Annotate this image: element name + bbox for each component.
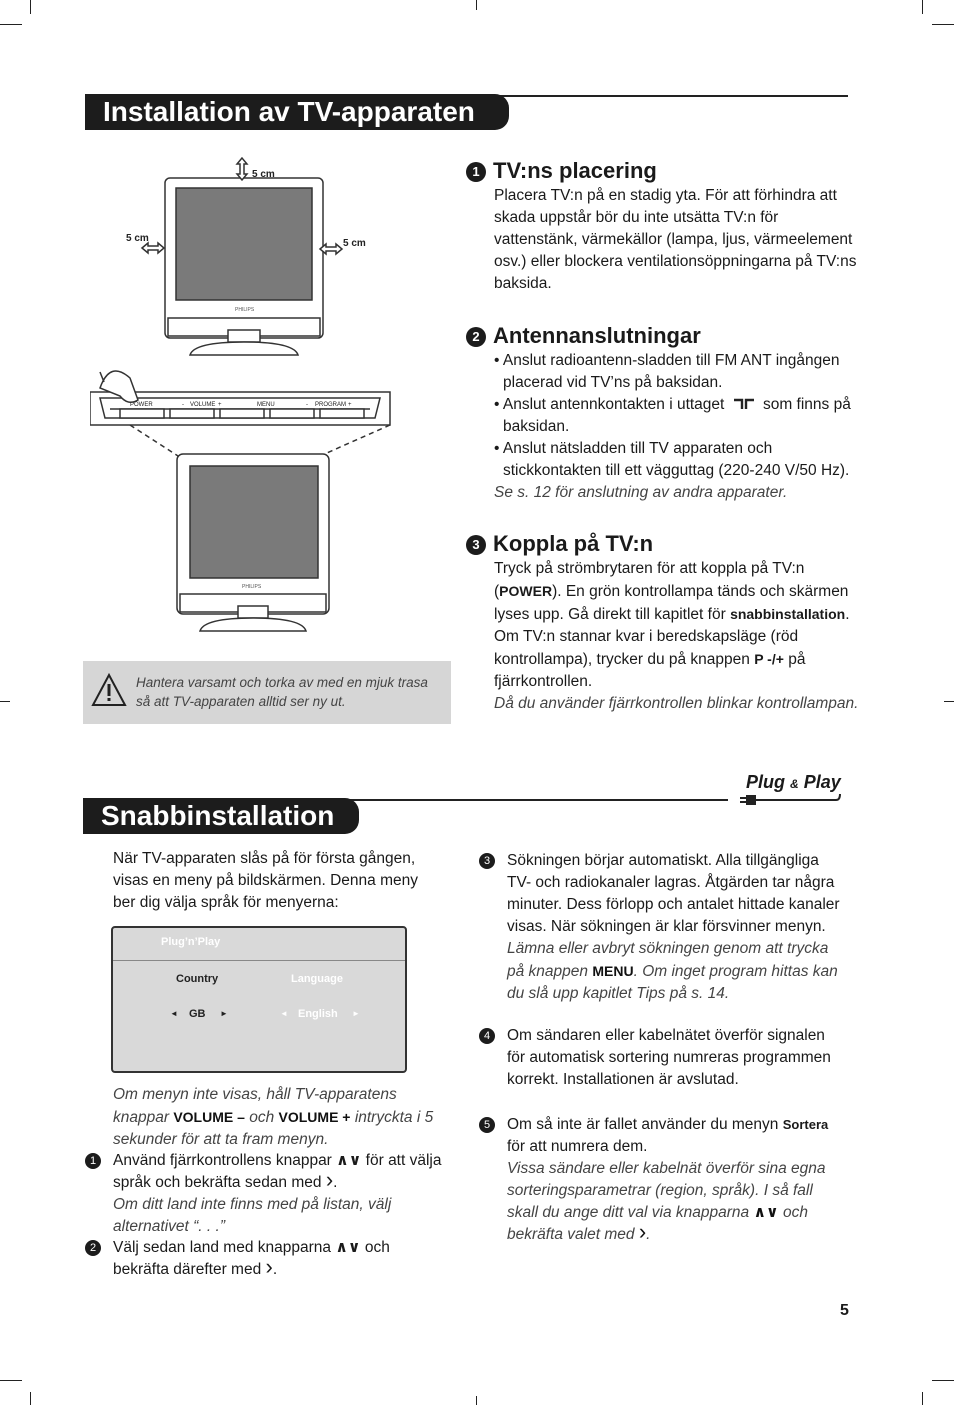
power-text: Tryck på strömbrytaren för att koppla på TV:n (POWER). En grön kontrollampa tänds och skärmen lyses upp. Gå direkt till kapitlet för snabbinstallation. Om TV:n stannar kvar i beredskapsläge (röd kontrollampa), trycker du på knappen P -/+ på fjärrkontrollen. Då du använder fjärrkontrollen blinkar kontrollampan. xyxy=(494,558,864,715)
section-title: Installation av TV-apparaten xyxy=(85,94,509,130)
up-down-icon: ∧∨ xyxy=(335,1239,361,1256)
panel-program-label: PROGRAM xyxy=(315,402,347,408)
plug-and-play-logo: Plug & Play xyxy=(740,772,850,808)
placement-heading: 1 TV:ns placering xyxy=(466,158,657,184)
step3-block: 3 Sökningen börjar automatiskt. Alla tillgängliga TV- och radiokanaler lagras. Åtgärden tar några minuter. Dess förlopp och antalet hittade kanaler visas. När sökningen är klar försvinner menyn. Lämna eller avbryt sökningen genom att trycka på knappen MENU. Om inget program hittas kan du slå upp kapitlet Tips på s. 14. xyxy=(479,850,847,1005)
warning-text-line2: så att TV-apparaten alltid ser ny ut. xyxy=(136,694,346,709)
language-right-arrow[interactable]: ► xyxy=(352,1009,360,1018)
dim-right-label: 5 cm xyxy=(343,238,366,249)
step2-block: 2 Välj sedan land med knapparna ∧∨ och bekräfta därefter med ›. xyxy=(85,1237,449,1281)
menu-language-value: English xyxy=(298,1008,338,1020)
step4-block: 4 Om sändaren eller kabelnätet överför signalen för automatisk sortering numreras programmen korrekt. Installationen är avslutad. xyxy=(479,1025,847,1091)
step1-block: 1 Använd fjärrkontrollens knappar ∧∨ för att välja språk och bekräfta sedan med ›. Om ditt land inte finns med på listan, välj alternativet “. . .” xyxy=(85,1150,449,1238)
step-number-5: 5 xyxy=(479,1117,495,1133)
menu-country-value: GB xyxy=(189,1008,206,1020)
dim-left-label: 5 cm xyxy=(126,233,149,244)
country-right-arrow[interactable]: ► xyxy=(220,1009,228,1018)
step-number-3: 3 xyxy=(466,535,486,555)
section-title: Snabbinstallation xyxy=(83,798,359,834)
warning-text-line1: Hantera varsamt och torka av med en mjuk trasa xyxy=(136,675,428,690)
menu-country-label: Country xyxy=(176,973,219,985)
plug-icon xyxy=(740,792,844,808)
power-note: Då du använder fjärrkontrollen blinkar kontrollampan. xyxy=(494,695,859,712)
panel-volume-minus: - xyxy=(182,402,184,408)
antenna-socket-icon xyxy=(733,398,755,410)
step5-block: 5 Om så inte är fallet använder du menyn Sortera för att numrera dem. Vissa sändare eller kabelnät överför sina egna sorteringsparametrar (region, språk). I så fall skall du ange ditt val via knapparna ∧∨ och bekräfta valet med ›. xyxy=(479,1114,847,1246)
plugnplay-menu-screen xyxy=(111,926,407,1073)
quick-install-intro: När TV-apparaten slås på för första gången, visas en meny på bildskärmen. Denna meny ber dig välja språk för menyerna: xyxy=(113,850,418,911)
placement-text: Placera TV:n på en stadig yta. För att förhindra att skada uppstår bör du inte utsätta TV:n för vattenstänk, värmekällor (lampa, ljus, värmeelement osv.) eller blockera ventilationsöppningarna på TV:ns baksida. xyxy=(494,187,857,292)
antenna-text xyxy=(494,350,864,504)
tv-installation-illustration xyxy=(90,150,430,640)
step-number-3: 3 xyxy=(479,853,495,869)
panel-volume-plus: + xyxy=(218,402,222,408)
country-left-arrow[interactable]: ◄ xyxy=(170,1009,178,1018)
step-number-4: 4 xyxy=(479,1028,495,1044)
up-down-icon: ∧∨ xyxy=(336,1152,362,1169)
section-rule xyxy=(500,95,848,97)
step-number-2: 2 xyxy=(85,1240,101,1256)
panel-volume-label: VOLUME xyxy=(190,402,216,408)
brand-logo-bottom: PHILIPS xyxy=(242,584,262,590)
right-icon: › xyxy=(325,1167,334,1192)
step-number-2: 2 xyxy=(466,327,486,347)
warning-icon xyxy=(91,673,127,707)
antenna-bullet-fm: • Anslut radioantenn-sladden till FM ANT ingången placerad vid TV’ns på baksidan. xyxy=(494,352,840,391)
care-warning-box xyxy=(83,661,451,724)
menu-hint: Om menyn inte visas, håll TV-apparatens knappar VOLUME – och VOLUME + intryckta i 5 sekunder för att ta fram menyn. xyxy=(113,1086,434,1148)
panel-program-plus: + xyxy=(348,402,352,408)
dim-top-label: 5 cm xyxy=(252,169,275,180)
panel-program-minus: - xyxy=(306,402,308,408)
brand-logo-top: PHILIPS xyxy=(235,307,255,313)
section-rule xyxy=(350,799,728,801)
step1-note: Om ditt land inte finns med på listan, välj alternativet “. . .” xyxy=(113,1196,392,1235)
antenna-bullet-power: • Anslut nätsladden till TV apparaten och stickkontakten till ett vägguttag (220-240 V/50 Hz). xyxy=(494,440,850,479)
up-down-icon: ∧∨ xyxy=(753,1204,779,1221)
antenna-note: Se s. 12 för anslutning av andra apparater. xyxy=(494,484,788,501)
menu-language-label: Language xyxy=(291,973,343,985)
right-icon: › xyxy=(265,1254,273,1279)
language-left-arrow[interactable]: ◄ xyxy=(280,1009,288,1018)
step-number-1: 1 xyxy=(466,162,486,182)
right-icon: › xyxy=(638,1219,647,1244)
menu-title: Plug’n’Play xyxy=(161,936,221,948)
antenna-bullet-socket: • Anslut antennkontakten i uttaget som finns på baksidan. xyxy=(494,396,851,435)
panel-power-label: POWER xyxy=(130,402,153,408)
power-heading: 3 Koppla på TV:n xyxy=(466,531,653,557)
antenna-heading: 2 Antennanslutningar xyxy=(466,323,701,349)
page-number: 5 xyxy=(840,1302,849,1319)
step-number-1: 1 xyxy=(85,1153,101,1169)
panel-menu-label: MENU xyxy=(257,402,275,408)
